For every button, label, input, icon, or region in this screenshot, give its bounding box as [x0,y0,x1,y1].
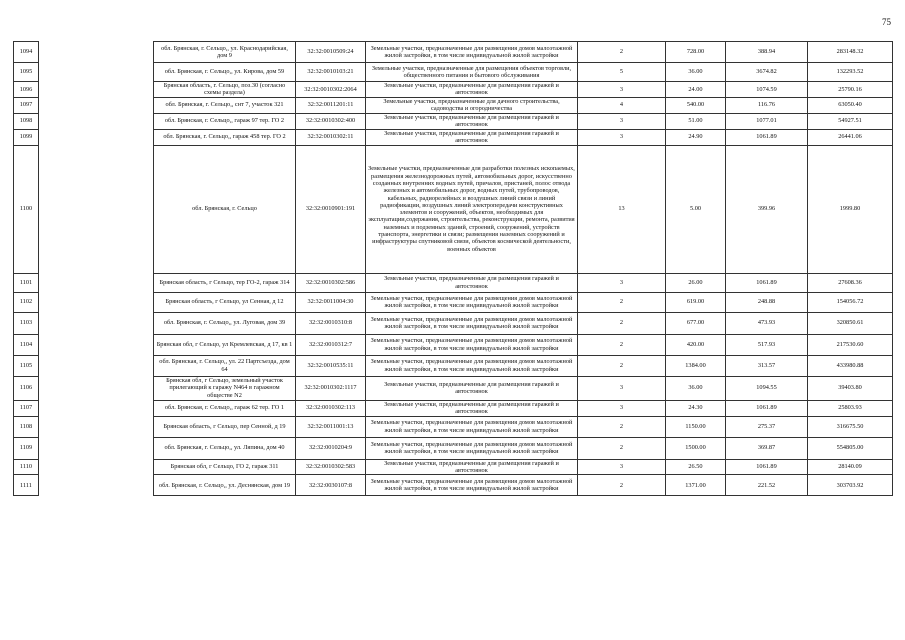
unit-price-cell: 473.93 [726,312,808,334]
address-cell: обл. Брянская, г. Сельцо,, гараж 97 тер. ГО 2 [154,113,296,129]
row-number: 1108 [14,416,39,437]
area-cell: 540.00 [666,97,726,113]
address-cell: Брянская обл, г Сельцо, ГО 2, гараж 311 [154,459,296,475]
zone-cell: 3 [578,273,666,292]
address-cell: Брянская область, г. Сельцо, поз.30 (согласно схемы раздела) [154,82,296,98]
page-number: 75 [882,17,891,27]
table-row [14,334,893,355]
land-use-cell: Земельные участки, предназначенные для размещения домов малоэтажной жилой застройки, в том числе индивидуальной жилой застройки [366,312,578,334]
total-value-cell: 1999.80 [808,145,893,273]
cadastral-number-cell: 32:32:0010204:9 [296,437,366,459]
total-value-cell: 554805.00 [808,437,893,459]
row-number: 1109 [14,437,39,459]
cadastral-number-cell: 32:32:0030107:8 [296,475,366,496]
cadastral-number-cell: 32:32:0011201:11 [296,97,366,113]
address-cell: Брянская обл, г Сельцо, ул Кремлевская, д 17, кв 1 [154,334,296,355]
total-value-cell: 63050.40 [808,97,893,113]
spacer-cell [39,416,154,437]
table-row [14,400,893,416]
zone-cell: 3 [578,459,666,475]
zone-cell: 2 [578,334,666,355]
unit-price-cell: 388.94 [726,42,808,63]
land-use-cell: Земельные участки, предназначенные для размещения домов малоэтажной жилой застройки, в том числе индивидуальной жилой застройки [366,42,578,63]
area-cell: 26.00 [666,273,726,292]
table-row [14,292,893,312]
address-cell: обл. Брянская, г. Сельцо,, ул. Кирова, дом 59 [154,63,296,82]
area-cell: 36.00 [666,376,726,400]
area-cell: 24.00 [666,82,726,98]
table-row [14,97,893,113]
unit-price-cell: 116.76 [726,97,808,113]
cadastral-number-cell: 32:32:0010302:11 [296,129,366,145]
total-value-cell: 283148.32 [808,42,893,63]
spacer-cell [39,459,154,475]
land-use-cell: Земельные участки, предназначенные для размещения гаражей и автостоянок [366,82,578,98]
zone-cell: 2 [578,292,666,312]
table-row [14,416,893,437]
area-cell: 1500.00 [666,437,726,459]
total-value-cell: 316675.50 [808,416,893,437]
land-use-cell: Земельные участки, предназначенные для размещения домов малоэтажной жилой застройки, в том числе индивидуальной жилой застройки [366,334,578,355]
land-use-cell: Земельные участки, предназначенные для размещения гаражей и автостоянок [366,113,578,129]
spacer-cell [39,475,154,496]
cadastral-number-cell: 32:32:0011004:30 [296,292,366,312]
spacer-cell [39,129,154,145]
cadastral-number-cell: 32:32:0010310:8 [296,312,366,334]
spacer-cell [39,63,154,82]
area-cell: 1384.00 [666,355,726,376]
row-number: 1107 [14,400,39,416]
address-cell: обл. Брянская, г. Сельцо,, гараж 458 тер. ГО 2 [154,129,296,145]
row-number: 1095 [14,63,39,82]
spacer-cell [39,113,154,129]
address-cell: обл. Брянская, г. Сельцо [154,145,296,273]
unit-price-cell: 221.52 [726,475,808,496]
area-cell: 1150.00 [666,416,726,437]
row-number: 1106 [14,376,39,400]
area-cell: 51.00 [666,113,726,129]
area-cell: 36.00 [666,63,726,82]
cadastral-number-cell: 32:32:0010302:1117 [296,376,366,400]
total-value-cell: 27608.36 [808,273,893,292]
total-value-cell: 39403.80 [808,376,893,400]
zone-cell: 3 [578,113,666,129]
table-row [14,376,893,400]
row-number: 1105 [14,355,39,376]
row-number: 1094 [14,42,39,63]
area-cell: 677.00 [666,312,726,334]
total-value-cell: 25803.93 [808,400,893,416]
row-number: 1101 [14,273,39,292]
land-use-cell: Земельные участки, предназначенные для размещения домов малоэтажной жилой застройки, в том числе индивидуальной жилой застройки [366,292,578,312]
unit-price-cell: 248.88 [726,292,808,312]
row-number: 1098 [14,113,39,129]
land-use-cell: Земельные участки, предназначенные для размещения гаражей и автостоянок [366,129,578,145]
unit-price-cell: 1061.89 [726,129,808,145]
row-number: 1100 [14,145,39,273]
zone-cell: 3 [578,376,666,400]
unit-price-cell: 1061.89 [726,459,808,475]
row-number: 1099 [14,129,39,145]
row-number: 1104 [14,334,39,355]
unit-price-cell: 369.87 [726,437,808,459]
table-row [14,355,893,376]
land-use-cell: Земельные участки, предназначенные для разработки полезных ископаемых, размещения железнодорожных путей, автомобильных дорог, искусственно созданных внутренних водных путей, причалов, пристаней, полос отвода железных и автомобильных дорог, водных путей, трубопроводов, кабельных, радиорелейных и воздушных линий связи и линий радиофикации, воздушных линий электропередачи конструктивных элементов и сооружений, объектов, необходимых для эксплуатации,содержания, строительства, реконструкции, ремонта, развития наземных и подземных зданий, строений, сооружений, устройств транспорта, энергетики и связи; размещения наземных сооружений и инфраструктуры спутниковой связи, объектов космической деятельности, военных объектов [366,145,578,273]
spacer-cell [39,376,154,400]
area-cell: 5.00 [666,145,726,273]
total-value-cell: 433980.88 [808,355,893,376]
cadastral-number-cell: 32:32:0010302:113 [296,400,366,416]
spacer-cell [39,97,154,113]
spacer-cell [39,355,154,376]
zone-cell: 2 [578,42,666,63]
table-row [14,273,893,292]
table-body [14,42,893,496]
cadastral-number-cell: 32:32:0010312:7 [296,334,366,355]
unit-price-cell: 1061.89 [726,400,808,416]
table-row [14,42,893,63]
total-value-cell: 132293.52 [808,63,893,82]
area-cell: 24.30 [666,400,726,416]
table-row [14,145,893,273]
area-cell: 1371.00 [666,475,726,496]
spacer-cell [39,312,154,334]
zone-cell: 2 [578,355,666,376]
row-number: 1103 [14,312,39,334]
address-cell: Брянская область, г Сельцо, тер ГО-2, гараж 314 [154,273,296,292]
unit-price-cell: 3674.82 [726,63,808,82]
unit-price-cell: 399.96 [726,145,808,273]
area-cell: 26.50 [666,459,726,475]
unit-price-cell: 1074.59 [726,82,808,98]
total-value-cell: 217530.60 [808,334,893,355]
cadastral-number-cell: 32:32:0010302:400 [296,113,366,129]
row-number: 1110 [14,459,39,475]
table-row [14,475,893,496]
zone-cell: 3 [578,400,666,416]
table-row [14,312,893,334]
table-row [14,113,893,129]
spacer-cell [39,334,154,355]
cadastral-number-cell: 32:32:0010535:11 [296,355,366,376]
zone-cell: 2 [578,416,666,437]
address-cell: Брянская область, г Сельцо, пер Сенной, д 19 [154,416,296,437]
zone-cell: 3 [578,129,666,145]
land-use-cell: Земельные участки, предназначенные для размещения объектов торговли, общественного питания и бытового обслуживания [366,63,578,82]
cadastral-number-cell: 32:32:0010901:191 [296,145,366,273]
row-number: 1102 [14,292,39,312]
address-cell: обл. Брянская, г. Сельцо,, снт 7, участок 321 [154,97,296,113]
spacer-cell [39,292,154,312]
zone-cell: 2 [578,475,666,496]
spacer-cell [39,437,154,459]
cadastral-number-cell: 32:32:0010302:583 [296,459,366,475]
zone-cell: 4 [578,97,666,113]
total-value-cell: 154056.72 [808,292,893,312]
land-use-cell: Земельные участки, предназначенные для размещения домов малоэтажной жилой застройки, в том числе индивидуальной жилой застройки [366,437,578,459]
table-row [14,63,893,82]
cadastral-number-cell: 32:32:0010509:24 [296,42,366,63]
address-cell: Брянская область, г Сельцо, ул Сенная, д 12 [154,292,296,312]
total-value-cell: 26441.06 [808,129,893,145]
address-cell: обл. Брянская, г. Сельцо,, ул. 22 Партсъезда, дом 64 [154,355,296,376]
area-cell: 728.00 [666,42,726,63]
land-use-cell: Земельные участки, предназначенные для дачного строительства, садоводства и огородничества [366,97,578,113]
area-cell: 619.00 [666,292,726,312]
land-use-cell: Земельные участки, предназначенные для размещения домов малоэтажной жилой застройки, в том числе индивидуальной жилой застройки [366,475,578,496]
cadastral-table [13,41,893,496]
zone-cell: 13 [578,145,666,273]
total-value-cell: 54927.51 [808,113,893,129]
land-use-cell: Земельные участки, предназначенные для размещения домов малоэтажной жилой застройки, в том числе индивидуальной жилой застройки [366,355,578,376]
cadastral-number-cell: 32:32:0010103:21 [296,63,366,82]
spacer-cell [39,400,154,416]
zone-cell: 5 [578,63,666,82]
address-cell: обл. Брянская, г. Сельцо,, ул. Ляпина, дом 40 [154,437,296,459]
unit-price-cell: 1061.89 [726,273,808,292]
unit-price-cell: 1094.55 [726,376,808,400]
total-value-cell: 320850.61 [808,312,893,334]
land-use-cell: Земельные участки, предназначенные для размещения гаражей и автостоянок [366,273,578,292]
table-row [14,82,893,98]
total-value-cell: 28140.09 [808,459,893,475]
table-row [14,437,893,459]
zone-cell: 3 [578,82,666,98]
address-cell: обл. Брянская, г. Сельцо,, ул. Краснодарийская, дом 9 [154,42,296,63]
spacer-cell [39,273,154,292]
table-row [14,129,893,145]
unit-price-cell: 275.37 [726,416,808,437]
total-value-cell: 25790.16 [808,82,893,98]
address-cell: обл. Брянская, г. Сельцо,, ул. Луговая, дом 39 [154,312,296,334]
cadastral-number-cell: 32:32:0010302:2064 [296,82,366,98]
land-use-cell: Земельные участки, предназначенные для размещения домов малоэтажной жилой застройки, в том числе индивидуальной жилой застройки [366,416,578,437]
address-cell: обл. Брянская, г. Сельцо,, ул. Деснянская, дом 19 [154,475,296,496]
cadastral-number-cell: 32:32:0010302:586 [296,273,366,292]
unit-price-cell: 517.93 [726,334,808,355]
zone-cell: 2 [578,437,666,459]
table-row [14,459,893,475]
address-cell: обл. Брянская, г. Сельцо,, гараж 62 тер. ГО 1 [154,400,296,416]
land-use-cell: Земельные участки, предназначенные для размещения гаражей и автостоянок [366,459,578,475]
unit-price-cell: 313.57 [726,355,808,376]
row-number: 1096 [14,82,39,98]
land-use-cell: Земельные участки, предназначенные для размещения гаражей и автостоянок [366,400,578,416]
spacer-cell [39,42,154,63]
area-cell: 24.90 [666,129,726,145]
total-value-cell: 303703.92 [808,475,893,496]
spacer-cell [39,82,154,98]
row-number: 1111 [14,475,39,496]
cadastral-number-cell: 32:32:0011001:13 [296,416,366,437]
area-cell: 420.00 [666,334,726,355]
land-use-cell: Земельные участки, предназначенные для размещения гаражей и автостоянок [366,376,578,400]
unit-price-cell: 1077.01 [726,113,808,129]
address-cell: Брянская обл, г Сельцо, земельный участок прилегающий к гаражу N464 в гаражном обществе N2 [154,376,296,400]
spacer-cell [39,145,154,273]
row-number: 1097 [14,97,39,113]
zone-cell: 2 [578,312,666,334]
